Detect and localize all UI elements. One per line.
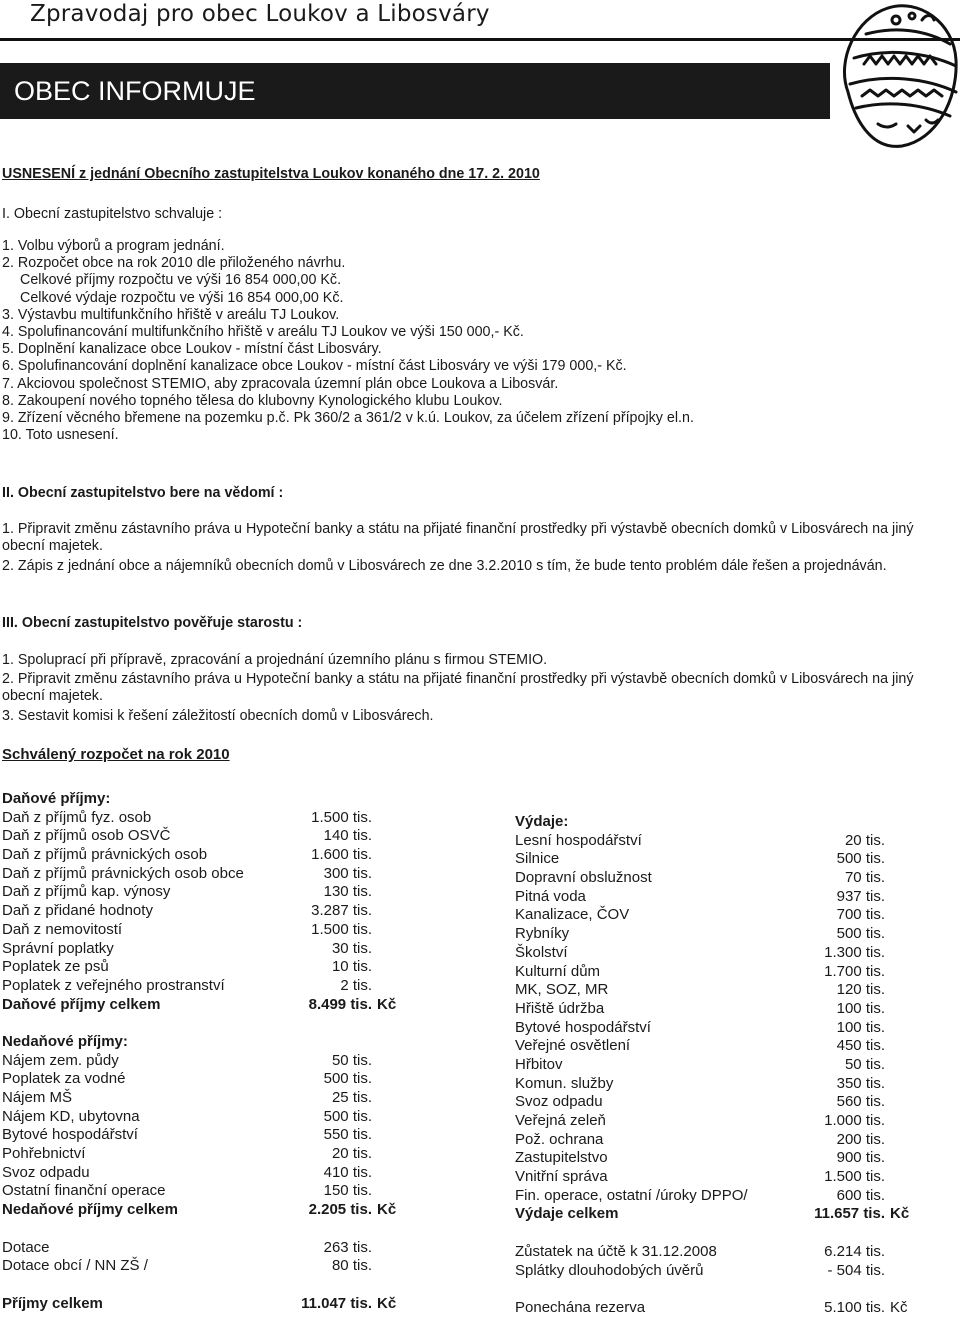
total-row [2,1295,422,1314]
budget-row [515,944,945,963]
item-value: 10 tis. [331,958,372,976]
item-label: Rybníky [515,925,570,943]
item-value: 150 tis. [323,1182,372,1200]
header-divider [0,38,960,41]
budget-row [2,1239,422,1258]
item-label: Fin. operace, ostatní /úroky DPPO/ [515,1186,748,1204]
item-label: Daň z příjmů fyz. osob [2,808,152,826]
section2-title: II. Obecní zastupitelstvo bere na vědomí : [2,485,284,501]
item-label: Daň z příjmů osob OSVČ [2,827,171,845]
budget-row [2,1257,422,1276]
total-label: Výdaje celkem [515,1205,619,1223]
budget-row [515,1112,945,1131]
item-value: - 504 tis. [827,1261,885,1279]
item-value: 900 tis. [836,1149,885,1167]
total-row [2,1201,422,1220]
item-value: 30 tis. [331,939,372,957]
item-label: Poplatek z veřejného prostranství [2,976,225,994]
list-item: 9. Zřízení věcného břemene na pozemku p.č. Pk 360/2 a 361/2 v k.ú. Loukov, za účelem zřízení přípojky el.n. [2,410,694,427]
budget-row [515,1037,945,1056]
item-label: Splátky dlouhodobých úvěrů [515,1261,704,1279]
budget-row [2,1052,422,1071]
total-label: Příjmy celkem [2,1294,103,1312]
item-value: 1.000 tis. [824,1112,885,1129]
section1-title: I. Obecní zastupitelstvo schvaluje : [2,206,223,222]
item-label: Pož. ochrana [515,1130,604,1148]
total-row [515,1205,945,1224]
budget-row [515,888,945,907]
budget-row [515,850,945,869]
item-label: Svoz odpadu [2,1163,90,1181]
item-value: 263 tis. [323,1238,372,1256]
item-label: Ostatní finanční operace [2,1182,166,1200]
section1-list [2,238,694,444]
total-label: Daňové příjmy celkem [2,995,161,1013]
budget-row [2,1145,422,1164]
item-label: Pohřebnictví [2,1145,86,1163]
item-value: 25 tis. [331,1089,372,1106]
list-item: 3. Výstavbu multifunkčního hřiště v areálu TJ Loukov. [2,306,340,323]
list-item: Celkové příjmy rozpočtu ve výši 16 854 000,00 Kč. [20,272,342,289]
budget-row [515,981,945,1000]
total-value: 2.205 tis. [308,1201,372,1219]
item-value: 6.214 tis. [824,1242,885,1260]
item-value: 1.600 tis. [311,846,372,864]
budget-row [2,827,422,846]
item-value: 1.500 tis. [824,1168,885,1186]
budget-row [515,1000,945,1019]
section3-item: 3. Sestavit komisi k řešení záležitostí obecních domů v Libosvárech. [2,708,434,724]
budget-row [2,1182,422,1201]
budget-row [515,1075,945,1094]
list-item: Celkové výdaje rozpočtu ve výši 16 854 000,00 Kč. [20,289,344,306]
item-label: Dopravní obslužnost [515,869,652,887]
currency: Kč [890,1205,910,1223]
item-value: 50 tis. [331,1051,372,1069]
section3-item: 2. Připravit změnu zástavního práva u Hypoteční banky a státu na přijaté finanční prostředky při výstavbě obecních domků v Libosvárech na jiný obecní majetek. [2,671,914,705]
item-value: 130 tis. [323,883,372,901]
budget-row [2,846,422,865]
income-column [2,790,422,1313]
budget-row [515,963,945,982]
item-value: 140 tis. [323,827,372,845]
item-value: 20 tis. [331,1145,372,1163]
budget-row [2,809,422,828]
item-value: 1.500 tis. [311,920,372,938]
budget-row [2,1164,422,1183]
item-value: 560 tis. [836,1093,885,1111]
budget-row [515,1168,945,1187]
budget-row [515,1149,945,1168]
item-label: Veřejné osvětlení [515,1037,631,1055]
currency: Kč [890,1298,908,1316]
item-label: Nájem KD, ubytovna [2,1107,140,1125]
item-label: Daň z příjmů právnických osob obce [2,864,244,882]
item-value: 2 tis. [340,976,372,994]
budget-row [515,1056,945,1075]
budget-row [515,1243,945,1262]
item-value: 500 tis. [323,1070,372,1088]
item-label: Zůstatek na účtě k 31.12.2008 [515,1242,717,1260]
currency: Kč [377,995,397,1013]
section2-item: 1. Připravit změnu zástavního práva u Hypoteční banky a státu na přijaté finanční prostředky při výstavbě obecních domků v Libosvárech na jiný obecní majetek. [2,521,914,555]
item-label: Správní poplatky [2,939,114,957]
reserve-value: 5.100 tis. [824,1298,885,1316]
budget-row [2,921,422,940]
item-label: Daň z nemovitostí [2,920,123,938]
easter-egg-icon [826,0,960,152]
item-label: Poplatek ze psů [2,958,109,976]
item-label: Bytové hospodářství [515,1018,651,1036]
item-label: Pitná voda [515,887,586,905]
item-label: Hřbitov [515,1055,563,1073]
item-value: 100 tis. [836,999,885,1017]
section3-item: 1. Spoluprací při přípravě, zpracování a projednání územního plánu s firmou STEMIO. [2,652,548,668]
item-value: 450 tis. [836,1037,885,1055]
budget-row [515,906,945,925]
budget-row [515,1019,945,1038]
item-value: 700 tis. [836,906,885,924]
reserve-label: Ponechána rezerva [515,1298,646,1316]
item-value: 410 tis. [323,1163,372,1181]
budget-row [2,977,422,996]
item-value: 1.700 tis. [824,962,885,980]
banner-title: OBEC INFORMUJE [14,76,256,106]
item-label: Kulturní dům [515,962,601,980]
budget-row [515,869,945,888]
item-value: 70 tis. [844,869,885,887]
list-item: 6. Spolufinancování doplnění kanalizace obce Loukov - místní část Libosváry ve výši 179 000,- Kč. [2,358,627,375]
nontax-income-title [2,1033,422,1052]
item-label: Svoz odpadu [515,1093,603,1111]
item-label: Hřiště údržba [515,999,605,1017]
budget-row [2,883,422,902]
total-row [2,996,422,1015]
tax-income-title [2,790,422,809]
list-item: 5. Doplnění kanalizace obce Loukov - místní část Libosváry. [2,341,382,358]
item-label: Vnitřní správa [515,1168,608,1186]
item-label: Daň z přidané hodnoty [2,902,153,920]
item-label: Školství [515,943,568,961]
group-title: Daňové příjmy: [2,790,111,807]
item-value: 50 tis. [844,1055,885,1073]
budget-row [515,1187,945,1206]
list-item: 7. Akciovou společnost STEMIO, aby zpracovala územní plán obce Loukova a Libosvár. [2,375,559,392]
item-label: MK, SOZ, MR [515,981,609,999]
list-item: 10. Toto usnesení. [2,427,119,444]
section2-item: 2. Zápis z jednání obce a nájemníků obecních domů v Libosvárech ze dne 3.2.2010 s tím, že bude tento problém dále řešen a projednáván. [2,558,887,574]
item-value: 1.300 tis. [824,943,885,961]
item-value: 300 tis. [323,864,372,882]
budget-row [515,832,945,851]
item-value: 200 tis. [836,1130,885,1148]
budget-heading: Schválený rozpočet na rok 2010 [2,746,230,763]
budget-row [2,1126,422,1145]
item-value: 20 tis. [844,831,885,849]
item-value: 350 tis. [836,1074,885,1092]
newsletter-title: Zpravodaj pro obec Loukov a Libosváry [30,1,490,27]
item-value: 500 tis. [836,925,885,943]
budget-row [515,1131,945,1150]
total-label: Nedaňové příjmy celkem [2,1201,178,1219]
item-label: Komun. služby [515,1074,614,1092]
budget-row [2,1070,422,1089]
item-label: Zastupitelstvo [515,1149,608,1167]
item-label: Nájem MŠ [2,1089,73,1106]
budget-row [2,958,422,977]
item-value: 100 tis. [836,1018,885,1036]
group-title: Nedaňové příjmy: [2,1032,128,1050]
item-value: 500 tis. [836,850,885,868]
item-value: 1.500 tis. [311,808,372,826]
total-value: 8.499 tis. [308,995,372,1013]
budget-row [515,1262,945,1281]
item-label: Kanalizace, ČOV [515,906,630,924]
budget-row [515,925,945,944]
list-item: 8. Zakoupení nového topného tělesa do klubovny Kynologického klubu Loukov. [2,392,503,409]
item-value: 600 tis. [836,1186,885,1204]
item-label: Dotace obcí / NN ZŠ / [2,1257,148,1275]
item-label: Daň z příjmů kap. výnosy [2,883,171,901]
budget-row [2,902,422,921]
expenses-title [515,813,945,832]
budget-row [2,940,422,959]
item-label: Bytové hospodářství [2,1126,138,1144]
item-label: Dotace [2,1238,50,1256]
item-label: Daň z příjmů právnických osob [2,846,208,864]
list-item: 1. Volbu výborů a program jednání. [2,238,225,254]
budget-row [2,1108,422,1127]
resolution-heading: USNESENÍ z jednání Obecního zastupitelstva Loukov konaného dne 17. 2. 2010 [2,166,540,182]
total-value: 11.047 tis. [301,1294,372,1312]
total-value: 11.657 tis. [814,1205,885,1223]
section3-title: III. Obecní zastupitelstvo pověřuje starostu : [2,615,303,631]
item-value: 500 tis. [323,1107,372,1125]
item-label: Nájem zem. půdy [2,1051,119,1069]
item-value: 937 tis. [836,887,885,905]
budget-row [2,865,422,884]
expenses-column [515,813,945,1318]
reserve-row [515,1299,945,1318]
item-label: Silnice [515,850,560,868]
currency: Kč [377,1201,397,1219]
item-value: 3.287 tis. [311,902,372,920]
item-label: Poplatek za vodné [2,1070,126,1088]
group-title: Výdaje: [515,813,569,830]
section-banner [0,63,830,119]
item-value: 120 tis. [836,981,885,999]
budget-row [2,1089,422,1108]
budget-row [515,1093,945,1112]
item-label: Veřejná zeleň [515,1112,606,1129]
list-item: 4. Spolufinancování multifunkčního hřiště v areálu TJ Loukov ve výši 150 000,- Kč. [2,324,524,341]
item-label: Lesní hospodářství [515,831,642,849]
currency: Kč [377,1294,397,1312]
list-item: 2. Rozpočet obce na rok 2010 dle přiloženého návrhu. [2,255,346,272]
item-value: 550 tis. [323,1126,372,1144]
item-value: 80 tis. [331,1257,372,1275]
